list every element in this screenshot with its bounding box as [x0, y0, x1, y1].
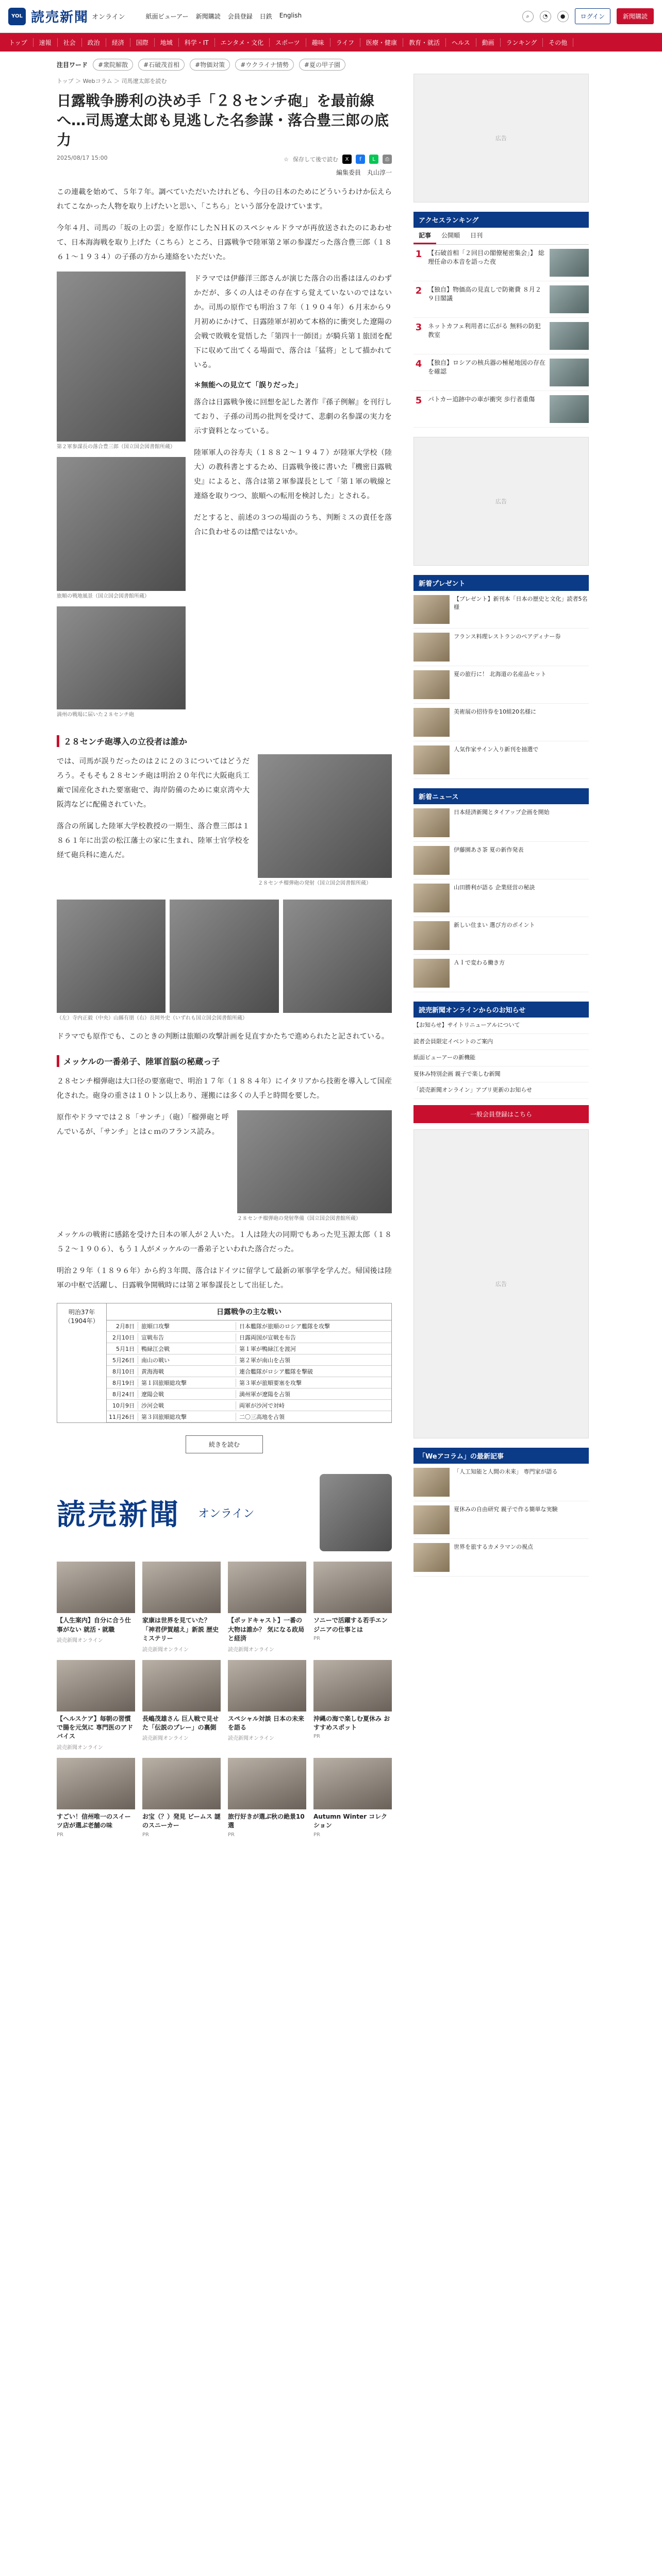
timeline-event: 沙河会戦 [138, 1401, 236, 1410]
recommend-card[interactable] [142, 1758, 221, 1838]
promo-title: 読売新聞 [57, 1498, 180, 1532]
timeline-row [107, 1388, 391, 1400]
recommend-source: 読売新聞オンライン [57, 1638, 103, 1644]
recommend-card[interactable] [228, 1758, 306, 1838]
timeline-date: 5月26日 [112, 1357, 135, 1364]
notice-item[interactable]: 読者会員限定イベントのご案内 [413, 1034, 589, 1050]
article-paragraph: メッケルの戦術に感銘を受けた日本の軍人が２人いた。１人は陸大の同期でもあった児玉源太郎（１８５２〜１９０６）、もう１人がメッケルの一番弟子といわれた落合だった。 [57, 1231, 392, 1254]
ranking-number: 3 [415, 322, 422, 333]
sidebar-item-title: フランス料理レストランのペアディナー券 [454, 633, 561, 640]
logo-icon[interactable]: YOL [8, 8, 26, 25]
article-column [57, 74, 392, 1838]
recommend-card[interactable] [313, 1660, 392, 1751]
search-icon[interactable]: ⌕ [522, 11, 534, 22]
sidebar-thumbnail [413, 846, 450, 875]
general-photo-left[interactable] [57, 900, 166, 1013]
recommend-title: お宝（？）発見 ビームス 謎のスニーカー [142, 1812, 221, 1829]
tag-item[interactable]: #衆院解散 [93, 59, 133, 71]
weko-thumbnail [413, 1543, 450, 1572]
section-heading: ２８センチ砲導入の立役者は誰か [57, 735, 392, 747]
figure-caption: （左）寺内正毅（中央）山縣有朋（右）長岡外史（いずれも国立国会図書館所蔵） [57, 1015, 247, 1022]
promo-sub: オンライン [198, 1507, 255, 1520]
recommend-card[interactable] [57, 1660, 135, 1751]
ranking-title: 【独自】物価高の見直しで防衛費 ８月２９日閣議 [428, 286, 541, 302]
article-paragraph: 落合は日露戦争後に回想を記した著作『孫子例解』を刊行しており、子孫の司馬の批判を受けて、悲劇の名参謀の実力を示す資料となっている。 [194, 398, 392, 436]
recommend-thumbnail [228, 1562, 306, 1613]
timeline-date: 11月26日 [109, 1413, 135, 1420]
ranking-title: 【独自】ロシアの核兵器の極秘地図の存在を確認 [428, 359, 546, 376]
recommend-thumbnail [228, 1660, 306, 1711]
header-actions [522, 8, 654, 24]
ranking-number: 2 [415, 285, 422, 296]
subscribe-button[interactable]: 新聞購読 [617, 8, 654, 24]
tag-item[interactable]: #ウクライナ情勢 [235, 59, 294, 71]
recommend-card[interactable] [313, 1562, 392, 1652]
timeline-date: 2月10日 [112, 1334, 135, 1341]
category-nav-item[interactable]: スポーツ [270, 38, 306, 47]
howitzer-photo[interactable] [258, 754, 392, 878]
article-paragraph: 今年４月、司馬の「坂の上の雲」を原作にしたＮＨＫのスペシャルドラマが再放送されたのにあわせて、日本海海戦を取り上げた（こちら）ところ、日露戦争で陸軍第２軍の参謀だった落合豊三郎（１８６１〜１９３４）の子孫の方から連絡をいただいた。 [57, 224, 392, 262]
category-nav-item[interactable]: 経済 [106, 38, 130, 47]
figure-caption: ２８センチ榴弾砲の発射準備（国立国会図書館所蔵） [237, 1216, 361, 1222]
sidebar-thumbnail [413, 959, 450, 988]
article-paragraph: 落合の所属した陸軍大学校教授の一期生、落合豊三郎は１８６１年に出雲の松江藩士の家に生まれ、陸軍士官学校を経て砲兵科に進んだ。 [57, 822, 250, 860]
recommend-title: 沖縄の海で楽しむ夏休み おすすめスポット [313, 1715, 390, 1731]
category-nav-item[interactable]: 動画 [476, 38, 501, 47]
category-nav [0, 33, 662, 52]
share-bar [284, 155, 392, 164]
weko-title: 世界を旅するカメラマンの視点 [454, 1543, 533, 1550]
user-icon[interactable]: ● [557, 11, 569, 22]
ranking-number: 1 [415, 249, 422, 260]
timeline-year: 明治37年（1904年） [57, 1303, 107, 1422]
recommend-title: Autumn Winter コレクション [313, 1812, 387, 1829]
timeline-row [107, 1332, 391, 1343]
timeline-date: 8月10日 [112, 1368, 135, 1375]
recommend-card[interactable] [142, 1660, 221, 1751]
category-nav-item[interactable]: ライフ [330, 38, 360, 47]
recommend-source: 読売新聞オンライン [142, 1647, 189, 1653]
sidebar-item[interactable] [413, 842, 589, 879]
timeline-row [107, 1411, 391, 1422]
category-nav-item[interactable]: 地域 [155, 38, 179, 47]
sidebar [413, 74, 589, 1838]
timeline-date: 10月9日 [112, 1402, 135, 1409]
timeline-detail: 第３軍が旅順要塞を攻撃 [236, 1379, 391, 1387]
ranking-number: 5 [415, 395, 422, 406]
article-paragraph: 明治２９年（１８９６年）から約３年間、落合はドイツに留学して最新の軍事学を学んだ。帰国後は陸軍の中枢で活躍し、日露戦争開戦時には第２軍参謀長として出征した。 [57, 1267, 392, 1290]
recommend-source: PR [57, 1832, 63, 1838]
sidebar-thumbnail [413, 595, 450, 624]
recommend-title: すごい！信州唯一のスイーツ店が選ぶ老舗の味 [57, 1812, 131, 1829]
x-share-icon[interactable]: X [342, 155, 352, 164]
category-nav-item[interactable]: 社会 [58, 38, 82, 47]
subheading: ＊無能への見立て「誤りだった」 [194, 381, 302, 390]
timeline-detail: 満州軍が遼陽を占領 [236, 1390, 391, 1398]
nav-subscribe[interactable]: 新聞購読 [195, 13, 221, 20]
recommend-thumbnail [313, 1562, 392, 1613]
battlefield-photo[interactable] [57, 457, 186, 591]
section-heading: メッケルの一番弟子、陸軍首脳の秘蔵っ子 [57, 1055, 392, 1067]
ranking-number: 4 [415, 359, 422, 369]
general-photo-center[interactable] [170, 900, 278, 1013]
article-title: 日露戦争勝利の決め手「２８センチ砲」を最前線へ…司馬遼太郎も見逃した名参謀・落合豊三郎の底力 [57, 92, 389, 148]
category-nav-item[interactable]: 科学・IT [179, 38, 215, 47]
recommend-thumbnail [228, 1758, 306, 1809]
timeline-row [107, 1354, 391, 1366]
nav-nittetsu[interactable]: 日鉄 [259, 13, 272, 20]
recommend-title: ソニーで活躍する若手エンジニアの仕事とは [313, 1617, 388, 1633]
ranking-heading: アクセスランキング [413, 212, 589, 228]
recommend-title: 旅行好きが選ぶ秋の絶景10選 [228, 1812, 305, 1829]
recommend-source: PR [313, 1734, 320, 1740]
recommend-thumbnail [142, 1660, 221, 1711]
site-logo-sub: オンライン [92, 13, 125, 21]
timeline-row [107, 1320, 391, 1332]
article-paragraph: 原作やドラマでは２８「サンチ」（砲）「榴弾砲と呼んでいるが、「サンチ」とはｃｍのフランス読み。 [57, 1113, 229, 1137]
cannon-photo[interactable] [57, 606, 186, 709]
category-nav-item[interactable]: 速報 [34, 38, 58, 47]
category-nav-item[interactable]: 国際 [130, 38, 155, 47]
recommend-grid [57, 1562, 392, 1837]
timeline-event: 鴨緑江会戦 [138, 1345, 236, 1353]
timeline-date: 8月19日 [112, 1379, 135, 1386]
recommend-thumbnail [142, 1758, 221, 1809]
timeline-event: 黄海海戦 [138, 1367, 236, 1376]
weko-title: 夏休みの自由研究 親子で作る簡単な実験 [454, 1505, 558, 1513]
article-paragraph: ２８センチ榴弾砲は大口径の要塞砲で、明治１７年（１８８４年）にイタリアから技術を導入して国産化された。砲身の重さは１０トン以上あり、運搬には多くの人手と時間を要した。 [57, 1077, 392, 1100]
sidebar-item-title: 伊藤園あさ茶 夏の新作発表 [454, 846, 524, 853]
article-paragraph: 陸軍軍人の谷寿夫（１８８２〜１９４７）が陸軍大学校（陸大）の教科書とするため、日露戦争後に書いた『機密日露戦史』によると、落合は第２軍参謀長として「第１軍の戦線と連絡を取りつつ、旅順への転用を検討した」とされる。 [194, 449, 392, 501]
sidebar-item[interactable] [413, 591, 589, 629]
ranking-title: ネットカフェ利用者に広がる 無料の防犯教室 [428, 323, 541, 339]
timeline-detail: 日露両国が宣戦を布告 [236, 1333, 391, 1342]
category-nav-item[interactable]: 政治 [82, 38, 106, 47]
timeline-detail: 両軍が沙河で対峙 [236, 1401, 391, 1410]
figure-caption: ２８センチ榴弾砲の発射（国立国会図書館所蔵） [258, 880, 371, 887]
weko-thumbnail [413, 1505, 450, 1534]
tags-label: 注目ワード [57, 61, 88, 69]
recommend-thumbnail [57, 1660, 135, 1711]
sidebar-item-title: ＡＩで変わる働き方 [454, 959, 505, 966]
sidebar-item-title: 美術展の招待券を10組20名様に [454, 708, 536, 715]
ranking-item[interactable] [413, 281, 589, 318]
sidebar-item[interactable] [413, 955, 589, 992]
tab-ranking-articles[interactable]: 記事 [413, 228, 436, 244]
sidebar-item[interactable] [413, 741, 589, 779]
article-paragraph: だとすると、前述の３つの場面のうち、判断ミスの責任を落合に負わせるのは酷ではないか。 [194, 514, 392, 537]
tag-item[interactable]: #夏の甲子園 [299, 59, 345, 71]
sidebar-item-title: 人気作家サイン入り新刊を抽選で [454, 746, 539, 753]
notice-item[interactable]: 「読売新聞オンライン」アプリ更新のお知らせ [413, 1082, 589, 1099]
category-nav-item[interactable]: トップ [3, 38, 34, 47]
timeline-detail: 日本艦隊が旅順のロシア艦隊を攻撃 [236, 1322, 391, 1330]
recommend-source: 読売新聞オンライン [142, 1736, 189, 1742]
recommend-source: 読売新聞オンライン [228, 1647, 274, 1653]
category-nav-item[interactable]: ランキング [501, 38, 543, 47]
read-more-button[interactable]: 続きを読む [186, 1435, 263, 1453]
timeline-date: 5月1日 [116, 1345, 135, 1352]
article-paragraph: この連載を始めて、５年７年。調べていただいたけれども、今日の日本のためにどういうわけか伝えられてこなかった人物を取り上げたいと思い、「こちら」という部分を設けています。 [57, 188, 392, 211]
timeline-row [107, 1377, 391, 1388]
category-nav-item[interactable]: 趣味 [306, 38, 330, 47]
timeline-event: 第３回旅順総攻撃 [138, 1413, 236, 1421]
sidebar-thumbnail [413, 745, 450, 774]
line-share-icon[interactable]: L [369, 155, 378, 164]
tag-item[interactable]: #石破茂首相 [138, 59, 185, 71]
recommend-card[interactable] [228, 1562, 306, 1652]
tab-ranking-published[interactable]: 公開順 [441, 232, 460, 239]
timeline-row [107, 1366, 391, 1377]
ranking-title: パトカー追跡中の車が衝突 歩行者重傷 [428, 396, 535, 403]
prep-photo[interactable] [237, 1110, 392, 1213]
login-button[interactable]: ログイン [575, 8, 610, 24]
bell-icon[interactable]: ◔ [540, 11, 551, 22]
present-heading: 新着プレゼント [413, 575, 589, 591]
tag-item[interactable]: #物価対策 [190, 59, 230, 71]
facebook-share-icon[interactable]: f [356, 155, 365, 164]
timeline-event: 旅順口攻撃 [138, 1322, 236, 1330]
notice-item[interactable]: 夏休み特別企画 親子で楽しむ新聞 [413, 1066, 589, 1083]
sidebar-item[interactable] [413, 804, 589, 842]
category-nav-item[interactable]: 医療・健康 [360, 38, 403, 47]
category-nav-item[interactable]: その他 [543, 38, 573, 47]
recommend-source: PR [228, 1832, 235, 1838]
bookmark-icon[interactable]: ☆ [284, 156, 289, 163]
ad-box[interactable]: 広告 [413, 74, 589, 202]
figure-howitzer [258, 754, 392, 887]
sidebar-item-title: 【プレゼント】新刊本「日本の歴史と文化」読者5名様 [454, 596, 588, 611]
trending-tags [0, 52, 662, 74]
timeline-event: 宣戦布告 [138, 1333, 236, 1342]
timeline-detail: 連合艦隊がロシア艦隊を撃破 [236, 1367, 391, 1376]
timeline-detail: 二〇三高地を占領 [236, 1413, 391, 1421]
figure-caption: 満州の戦場に届いた２８センチ砲 [57, 712, 134, 718]
timeline-event: 南山の戦い [138, 1356, 236, 1364]
save-later-link[interactable]: 保存して後で読む [293, 156, 338, 163]
ranking-thumbnail [550, 359, 589, 386]
nav-register[interactable]: 会員登録 [227, 13, 253, 20]
print-icon[interactable]: ⎙ [383, 155, 392, 164]
sidebar-item[interactable] [413, 704, 589, 741]
ranking-thumbnail [550, 285, 589, 313]
category-nav-item[interactable]: ヘルス [446, 38, 476, 47]
recommend-card[interactable] [57, 1562, 135, 1652]
recommend-card[interactable] [57, 1758, 135, 1838]
recommend-title: 【ヘルスケア】毎朝の習慣で腸を元気に 専門医のアドバイス [57, 1715, 134, 1740]
sidebar-item[interactable] [413, 629, 589, 666]
recommend-thumbnail [313, 1660, 392, 1711]
recommend-thumbnail [57, 1562, 135, 1613]
weko-thumbnail [413, 1468, 450, 1497]
sidebar-thumbnail [413, 808, 450, 837]
nav-english[interactable]: English [279, 12, 302, 19]
timeline-row [107, 1400, 391, 1411]
ranking-tabs [413, 228, 589, 245]
timeline-detail: 第２軍が南山を占領 [236, 1356, 391, 1364]
recommend-title: 【人生案内】自分に合う仕事がない 就活・就職 [57, 1617, 131, 1633]
timeline-date: 8月24日 [112, 1391, 135, 1398]
promo-photo [320, 1474, 392, 1551]
figure-caption: 第２軍参謀長の落合豊三郎（国立国会図書館所蔵） [57, 444, 175, 450]
sidebar-item-title: 夏の旅行に！ 北海道の名産品セット [454, 671, 547, 677]
category-nav-item[interactable]: 教育・就活 [403, 38, 446, 47]
sidebar-item[interactable] [413, 917, 589, 955]
timeline-date: 2月8日 [116, 1323, 135, 1330]
recommend-source: PR [313, 1636, 320, 1642]
timeline-row [107, 1343, 391, 1354]
recommend-source: 読売新聞オンライン [57, 1744, 103, 1751]
weko-item[interactable] [413, 1464, 589, 1501]
general-photo-right[interactable] [283, 900, 392, 1013]
sidebar-thumbnail [413, 670, 450, 699]
ranking-item[interactable] [413, 391, 589, 428]
register-button[interactable]: 一般会員登録はこちら [413, 1105, 589, 1123]
weko-item[interactable] [413, 1501, 589, 1539]
recommend-card[interactable] [313, 1758, 392, 1838]
figure-generals [57, 900, 392, 1013]
sidebar-item-title: 新しい住まい 選び方のポイント [454, 922, 535, 928]
sidebar-thumbnail [413, 921, 450, 950]
breadcrumb[interactable]: トップ ＞ Webコラム ＞ 司馬遼太郎を読む [57, 78, 167, 84]
site-header [0, 0, 662, 33]
timeline-table [57, 1303, 392, 1423]
sidebar-thumbnail [413, 884, 450, 912]
figure-caption: 旅順の戦地風景（国立国会図書館所蔵） [57, 594, 150, 600]
figure-prep [237, 1110, 392, 1223]
sidebar-thumbnail [413, 633, 450, 662]
ranking-title: 【石破首相「２回目の閣僚秘密集会」】 総理任命の本音を語った夜 [428, 249, 544, 266]
recommend-card[interactable] [228, 1660, 306, 1751]
category-nav-item[interactable]: エンタメ・文化 [215, 38, 270, 47]
notice-heading: 読売新聞オンラインからのお知らせ [413, 1002, 589, 1018]
recommend-title: スペシャル対談 日本の未来を語る [228, 1715, 304, 1731]
recommend-card[interactable] [142, 1562, 221, 1652]
ranking-thumbnail [550, 395, 589, 423]
ranking-thumbnail [550, 249, 589, 277]
figure-portrait [57, 272, 186, 719]
recommend-title: 家康は世界を見ていた？「神君伊賀越え」新説 歴史ミステリー [142, 1617, 219, 1642]
recommend-source: PR [313, 1832, 320, 1838]
recommend-source: PR [142, 1832, 149, 1838]
notice-item[interactable]: 【お知らせ】サイトリニューアルについて [413, 1018, 589, 1034]
sidebar-item-title: 山田勝利が語る 企業経営の秘訣 [454, 884, 535, 891]
sidebar-item-title: 日本経済新聞とタイアップ企画を開始 [454, 809, 550, 816]
recommend-thumbnail [57, 1758, 135, 1809]
author: 編集委員 丸山淳一 [336, 169, 392, 177]
recommend-title: 【ポッドキャスト】一番の大物は誰か？ 気になる政局と経済 [228, 1617, 305, 1642]
ranking-item[interactable] [413, 354, 589, 391]
tab-ranking-daily[interactable]: 日刊 [470, 232, 483, 239]
recommend-title: 長嶋茂雄さん 巨人戦で見せた「伝説のプレー」の裏側 [142, 1715, 219, 1731]
nav-viewer[interactable]: 紙面ビューアー [145, 13, 189, 20]
timeline-detail: 第１軍が鴨緑江を渡河 [236, 1345, 391, 1353]
ranking-item[interactable] [413, 318, 589, 354]
timeline-event: 遼陽会戦 [138, 1390, 236, 1398]
site-logo[interactable]: 読売新聞 [31, 10, 89, 25]
article-date: 2025/08/17 15:00 [57, 155, 108, 162]
ad-box[interactable]: 広告 [413, 437, 589, 566]
promo-banner[interactable] [57, 1474, 392, 1551]
article-paragraph: では、司馬が誤りだったのは２に２の３についてはどうだろう。そもそも２８センチ砲は明治２０年代に大阪砲兵工廠で国産化された要塞砲で、海岸防備のために東京湾や大阪湾などに配備されていた。 [57, 757, 250, 809]
weko-item[interactable] [413, 1539, 589, 1577]
ranking-thumbnail [550, 322, 589, 350]
weko-title: 「人工知能と人間の未来」 専門家が語る [454, 1468, 558, 1475]
weko-heading: 「Weアコラム」の最新記事 [413, 1448, 589, 1464]
recommend-thumbnail [313, 1758, 392, 1809]
timeline-event: 第１回旅順総攻撃 [138, 1379, 236, 1387]
timeline-title: 日露戦争の主な戦い [107, 1303, 391, 1320]
portrait-photo[interactable] [57, 272, 186, 442]
top-nav [146, 12, 302, 21]
article-paragraph: ドラマでも原作でも、このときの判断は旅順の攻撃計画を見直すかたちで進められたと記されている。 [57, 1032, 389, 1041]
ad-box[interactable]: 広告 [413, 1129, 589, 1438]
sidebar-item[interactable] [413, 879, 589, 917]
tie-heading: 新着ニュース [413, 788, 589, 804]
recommend-thumbnail [142, 1562, 221, 1613]
recommend-source: 読売新聞オンライン [228, 1736, 274, 1742]
article-paragraph: ドラマでは伊藤洋三郎さんが演じた落合の出番はほんのわずかだが、多くの人はその存在すら覚えていないのではないか。司馬の原作でも明治３７年（１９０４年）６月末から９月初めにかけて、日露陸軍が初めて本格的に衝突した遼陽の会戦で敗戦を覚悟した「第四十一師団」が騎兵第１旅団を配下に収めて出てくる場面で、落合は「猛将」として描かれている。 [194, 275, 392, 370]
sidebar-item[interactable] [413, 666, 589, 704]
notice-item[interactable]: 紙面ビューアーの新機能 [413, 1050, 589, 1066]
sidebar-thumbnail [413, 708, 450, 737]
ranking-item[interactable] [413, 245, 589, 281]
